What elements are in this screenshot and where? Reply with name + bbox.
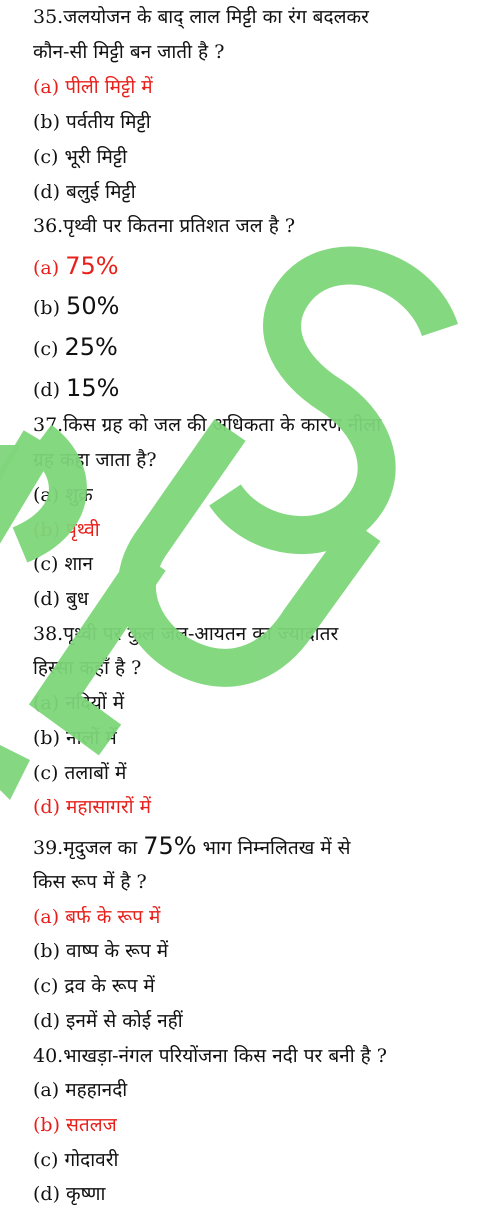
option-37-b: (b) पृथ्वी	[33, 519, 100, 541]
option-38-a: (a) नदियों में	[33, 692, 125, 714]
option-36-b: (b) 50%	[33, 292, 120, 320]
option-35-b: (b) पर्वतीय मिट्टी	[33, 111, 151, 133]
option-40-b: (b) सतलज	[33, 1114, 117, 1136]
question-36-line-1: 36.पृथ्वी पर कितना प्रतिशत जल है ?	[33, 215, 296, 237]
option-39-c: (c) द्रव के रूप में	[33, 975, 155, 997]
option-36-c: (c) 25%	[33, 333, 118, 361]
option-40-a: (a) महहानदी	[33, 1079, 128, 1101]
question-38-line-2: हिस्सा कहाँ है ?	[33, 657, 142, 679]
option-36-d: (d) 15%	[33, 374, 120, 402]
option-39-a: (a) बर्फ के रूप में	[33, 906, 161, 928]
option-36-a: (a) 75%	[33, 252, 119, 280]
option-39-b: (b) वाष्प के रूप में	[33, 940, 169, 962]
question-39-line-2: किस रूप में है ?	[33, 871, 147, 893]
option-37-c: (c) शान	[33, 553, 93, 575]
option-37-a: (a) शुक्र	[33, 484, 93, 506]
option-38-c: (c) तलाबों में	[33, 762, 127, 784]
question-40-line-1: 40.भाखड़ा-नंगल परियोंजना किस नदी पर बनी है ?	[33, 1045, 387, 1067]
question-35-line-2: कौन-सी मिट्टी बन जाती है ?	[33, 41, 225, 63]
option-38-d: (d) महासागरों में	[33, 796, 151, 818]
question-38-line-1: 38.पृथ्वी पर कुल जल-आयतन का ज्यादातर	[33, 623, 339, 645]
option-39-d: (d) इनमें से कोई नहीं	[33, 1010, 183, 1032]
question-35-line-1: 35.जलयोजन के बाद् लाल मिट्टी का रंग बदलकर	[33, 6, 369, 28]
option-35-d: (d) बलुई मिट्टी	[33, 181, 136, 203]
question-37-line-1: 37.किस ग्रह को जल की अधिकता के कारण नीला	[33, 414, 382, 436]
option-40-c: (c) गोदावरी	[33, 1149, 119, 1171]
question-37-line-2: ग्रह कहा जाता है?	[33, 449, 157, 471]
question-39-line-1: 39.मृदुजल का 75% भाग निम्नलितख में से	[33, 832, 351, 860]
option-38-b: (b) नालों में	[33, 727, 117, 749]
option-35-a: (a) पीली मिट्टी में	[33, 76, 153, 98]
option-37-d: (d) बुध	[33, 588, 89, 610]
option-40-d: (d) कृष्णा	[33, 1183, 106, 1205]
option-35-c: (c) भूरी मिट्टी	[33, 146, 128, 168]
